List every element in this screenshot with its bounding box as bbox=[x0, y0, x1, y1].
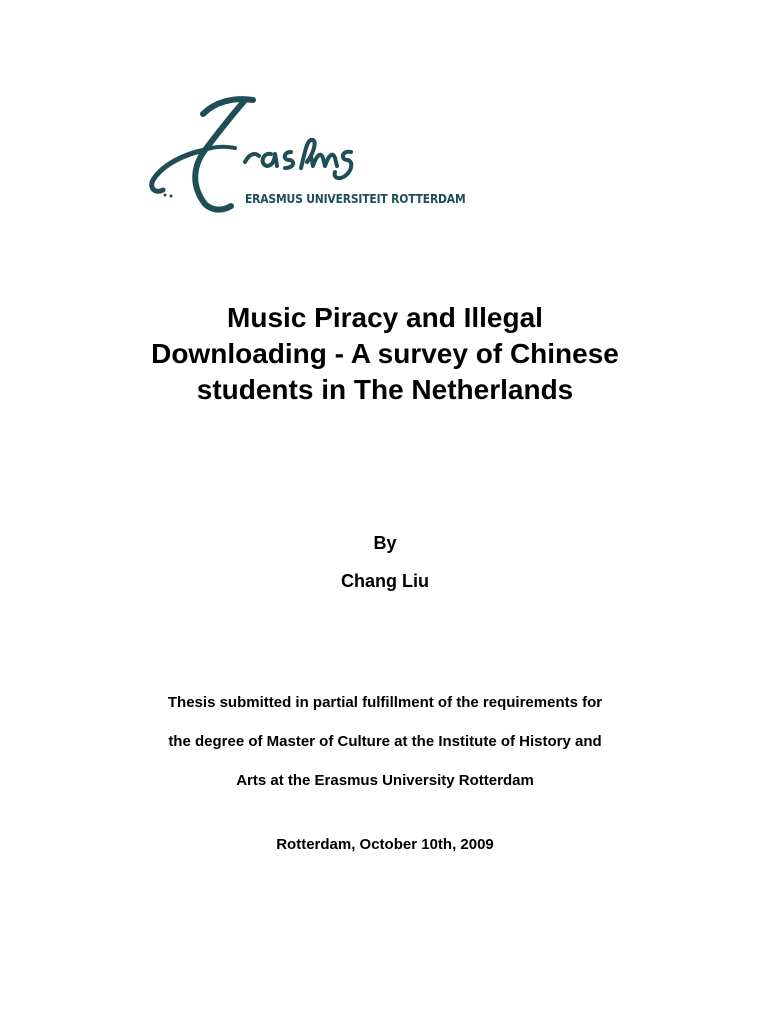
submission-statement bbox=[60, 683, 710, 800]
university-logo bbox=[145, 92, 466, 217]
statement-line: Thesis submitted in partial fulfillment of the requirements for bbox=[167, 694, 603, 711]
title-line: students in The Netherlands bbox=[196, 374, 574, 405]
by-label: By bbox=[373, 533, 397, 553]
place-and-date: Rotterdam, October 10th, 2009 bbox=[276, 836, 494, 853]
thesis-title bbox=[60, 300, 710, 408]
logo-caption: ERASMUS UNIVERSITEIT ROTTERDAM bbox=[245, 191, 466, 206]
title-line: Music Piracy and Illegal bbox=[227, 302, 543, 333]
statement-line: the degree of Master of Culture at the Institute of History and bbox=[168, 733, 602, 750]
statement-line: Arts at the Erasmus University Rotterdam bbox=[236, 772, 534, 789]
author-name: Chang Liu bbox=[341, 571, 429, 591]
title-line: Downloading - A survey of Chinese bbox=[151, 338, 619, 369]
